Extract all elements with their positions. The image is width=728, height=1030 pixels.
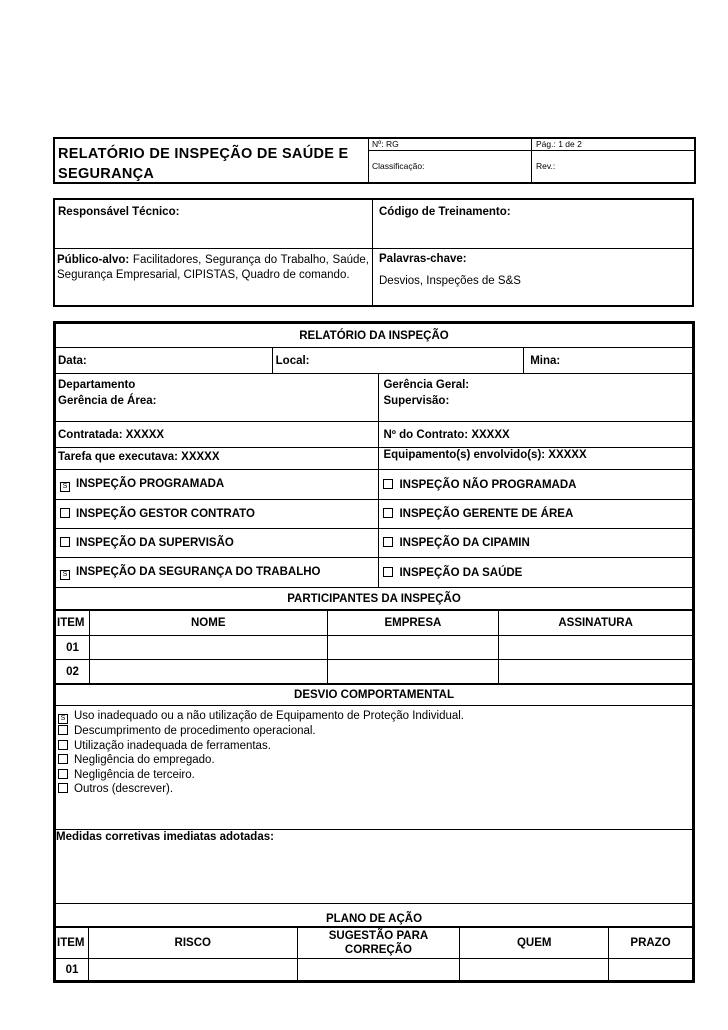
inspection-type-right[interactable] (379, 558, 693, 588)
medidas-label: Medidas corretivas imediatas adotadas: (56, 831, 274, 843)
participants-table (55, 610, 693, 684)
participant-nome-field[interactable] (89, 660, 327, 684)
list-item[interactable] (58, 753, 690, 768)
inspection-type-label: INSPEÇÃO DA SAÚDE (399, 566, 523, 579)
desvio-label: Negligência de terceiro. (74, 768, 195, 781)
info-vline (372, 198, 373, 307)
participant-empresa-field[interactable] (327, 636, 499, 660)
list-item[interactable] (58, 768, 690, 783)
gerencia-area-label: Gerência de Área: (58, 395, 157, 407)
checkbox[interactable] (58, 740, 68, 750)
participants-header-item: ITEM (56, 611, 90, 636)
participant-item: 01 (56, 636, 90, 660)
plano-sugestao-field[interactable] (297, 959, 460, 981)
palavras-text: Desvios, Inspeções de S&S (379, 275, 521, 287)
checkbox[interactable] (383, 479, 393, 489)
numero-field: Nº: RG (372, 139, 399, 149)
checkbox[interactable] (58, 769, 68, 779)
gerencia-cell (379, 374, 693, 422)
classificacao-field: Classificação: (372, 161, 425, 171)
plano-title: PLANO DE AÇÃO (56, 904, 693, 927)
contrato-label: Nº do Contrato: XXXXX (379, 422, 693, 448)
participants-title: PARTICIPANTES DA INSPEÇÃO (56, 588, 693, 610)
inspection-type-label: INSPEÇÃO DA SUPERVISÃO (76, 537, 234, 549)
inspection-type-label: INSPEÇÃO PROGRAMADA (76, 477, 225, 490)
checkbox[interactable] (60, 537, 70, 547)
participants-header-nome: NOME (89, 611, 327, 636)
medidas-field[interactable] (56, 830, 693, 904)
header-vline-2 (531, 137, 532, 184)
inspection-type-label: INSPEÇÃO DA SEGURANÇA DO TRABALHO (76, 565, 321, 578)
mina-label: Mina: (524, 348, 693, 374)
checkbox[interactable] (383, 508, 393, 518)
revisao-field: Rev.: (536, 161, 556, 171)
inspection-type-right[interactable] (379, 529, 693, 558)
checkbox[interactable] (58, 725, 68, 735)
gerencia-geral-label: Gerência Geral: (383, 379, 470, 391)
plano-table (55, 927, 693, 981)
document-title: RELATÓRIO DE INSPEÇÃO DE SAÚDE E SEGURANÇA (58, 146, 349, 182)
departamento-label: Departamento (58, 379, 136, 391)
inspection-type-left[interactable] (56, 529, 379, 558)
inspection-type-right[interactable] (379, 470, 693, 500)
publico-text: Facilitadores, Segurança do Trabalho, Saúde, Segurança Empresarial, CIPISTAS, Quadro de comando. (57, 254, 369, 281)
supervisao-label: Supervisão: (383, 395, 450, 407)
checkbox[interactable]: S (58, 714, 68, 724)
table-row (56, 636, 693, 660)
desvio-label: Negligência do empregado. (74, 754, 215, 767)
publico-label: Público-alvo: (57, 254, 130, 266)
equipamento-label: Equipamento(s) envolvido(s): XXXXX (379, 448, 693, 470)
checkbox[interactable]: S (60, 482, 70, 492)
plano-risco-field[interactable] (88, 959, 297, 981)
report-title: RELATÓRIO DA INSPEÇÃO (56, 324, 693, 348)
header-vline-1 (368, 137, 369, 184)
desvio-list (56, 706, 693, 830)
checkbox[interactable] (383, 567, 393, 577)
desvio-table (55, 684, 693, 927)
plano-prazo-field[interactable] (609, 959, 693, 981)
plano-quem-field[interactable] (460, 959, 609, 981)
inspection-type-right[interactable] (379, 500, 693, 529)
checkbox[interactable] (383, 537, 393, 547)
participant-assinatura-field[interactable] (499, 636, 693, 660)
participant-item: 02 (56, 660, 90, 684)
local-label: Local: (272, 348, 524, 374)
contratada-label: Contratada: XXXXX (56, 422, 379, 448)
data-label: Data: (56, 348, 273, 374)
plano-header-item: ITEM (56, 928, 89, 959)
list-item[interactable] (58, 782, 690, 797)
checkbox[interactable] (58, 754, 68, 764)
header-hline (368, 150, 696, 151)
inspection-type-label: INSPEÇÃO DA CIPAMIN (399, 537, 530, 549)
list-item[interactable] (58, 739, 690, 754)
plano-header-risco: RISCO (88, 928, 297, 959)
inspection-type-label: INSPEÇÃO GERENTE DE ÁREA (399, 508, 574, 520)
desvio-label: Descumprimento de procedimento operacional. (74, 725, 316, 737)
tarefa-label: Tarefa que executava: XXXXX (56, 448, 379, 470)
inspection-type-left[interactable] (56, 470, 379, 500)
plano-item: 01 (56, 959, 89, 981)
participant-nome-field[interactable] (89, 636, 327, 660)
main-table (53, 321, 695, 983)
checkbox[interactable] (58, 783, 68, 793)
list-item[interactable] (58, 724, 690, 739)
inspection-type-left[interactable] (56, 500, 379, 529)
desvio-title: DESVIO COMPORTAMENTAL (56, 685, 693, 706)
checkbox[interactable]: S (60, 570, 70, 580)
plano-header-prazo: PRAZO (609, 928, 693, 959)
desvio-label: Uso inadequado ou a não utilização de Equipamento de Proteção Individual. (74, 710, 465, 722)
info-hline (53, 248, 694, 249)
desvio-label: Utilização inadequada de ferramentas. (74, 739, 271, 752)
table-row (56, 959, 693, 981)
inspection-type-left[interactable] (56, 558, 379, 588)
palavras-label: Palavras-chave: (379, 253, 467, 265)
plano-header-sugestao: SUGESTÃO PARA CORREÇÃO (297, 928, 460, 959)
participants-header-assinatura: ASSINATURA (499, 611, 693, 636)
publico-alvo (57, 253, 369, 283)
participant-assinatura-field[interactable] (499, 660, 693, 684)
plano-header-quem: QUEM (460, 928, 609, 959)
inspection-type-label: INSPEÇÃO GESTOR CONTRATO (76, 508, 255, 520)
participant-empresa-field[interactable] (327, 660, 499, 684)
departamento-cell (56, 374, 379, 422)
desvio-label: Outros (descrever). (74, 783, 174, 796)
table-row (56, 660, 693, 684)
responsavel-label: Responsável Técnico: (58, 206, 180, 218)
checkbox[interactable] (60, 508, 70, 518)
participants-header-empresa: EMPRESA (327, 611, 499, 636)
pagina-field: Pág.: 1 de 2 (536, 139, 582, 149)
inspection-type-label: INSPEÇÃO NÃO PROGRAMADA (399, 478, 577, 491)
codigo-label: Código de Treinamento: (379, 206, 511, 218)
list-item[interactable] (58, 709, 690, 724)
